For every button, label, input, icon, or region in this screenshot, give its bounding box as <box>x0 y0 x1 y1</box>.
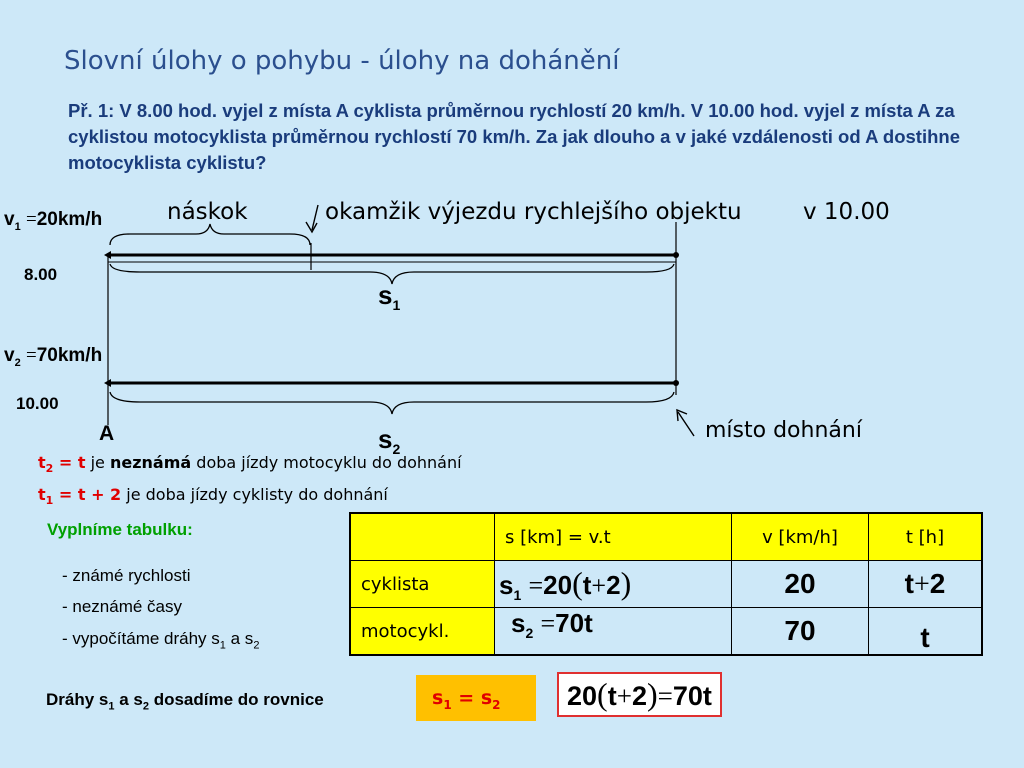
misto-label: místo dohnání <box>705 418 862 443</box>
instruction-item: - vypočítáme dráhy $s_1$ a $s_2$ <box>62 629 260 652</box>
instruction-item: - neznámé časy <box>62 597 182 616</box>
v2-label: $v_2 =70km/h$ <box>4 345 103 369</box>
s2-label: $s_2$ <box>378 424 401 458</box>
v2-value: 70 <box>732 608 869 656</box>
t1-value: t+2 <box>869 561 983 608</box>
table-row <box>350 561 982 608</box>
row-label-cyklista: cyklista <box>350 561 495 608</box>
okamzik-time: v 10.00 <box>803 199 890 225</box>
s1-label: $s_1$ <box>378 280 401 314</box>
table-header-cell: s [km] = v.t <box>495 513 732 561</box>
equality-box: $s_1 = s_2$ <box>416 675 536 721</box>
s2-formula: $s_2 =70t$ <box>495 608 732 656</box>
v1-value: 20 <box>732 561 869 608</box>
data-table <box>349 512 983 656</box>
problem-text: Př. 1: V 8.00 hod. vyjel z místa A cyklista průměrnou rychlostí 20 km/h. V 10.00 hod. vyjel z místa A za cyklistou motocyklista průměrnou rychlostí 70 km/h. Za jak dlouho a v jaké vzdálenosti od A dostihne motocyklista cyklistu? <box>68 100 960 173</box>
table-header-cell: t [h] <box>869 513 983 561</box>
table-header-cell <box>350 513 495 561</box>
instructions-heading: Vyplníme tabulku: <box>47 520 193 539</box>
table-header-cell: v [km/h] <box>732 513 869 561</box>
naskok-label: náskok <box>167 199 248 225</box>
point-a-label: A <box>99 422 115 445</box>
note-t1: $t_1 = t + 2$ je doba jízdy cyklisty do dohnání <box>38 485 388 508</box>
page-title: Slovní úlohy o pohybu - úlohy na dohánění <box>64 46 620 76</box>
note-t2: $t_2 = t$ je neznámá doba jízdy motocyklu do dohnání <box>38 453 462 476</box>
bottom-text: Dráhy $s_1$ a $s_2$ dosadíme do rovnice <box>46 690 324 713</box>
time2-label: 10.00 <box>16 394 59 413</box>
okamzik-label: okamžik výjezdu rychlejšího objektu <box>325 199 742 225</box>
table-row <box>350 608 982 656</box>
time1-label: 8.00 <box>24 265 58 284</box>
t2-value: t <box>869 608 983 656</box>
catch-arrow <box>678 412 694 436</box>
s2-brace <box>110 392 674 414</box>
final-equation: 20(t+2)=70t <box>557 672 722 717</box>
s1-formula: $s_1 =20(t+2)$ <box>495 561 732 608</box>
table-header-row <box>350 513 982 561</box>
row-label-motocykl: motocykl. <box>350 608 495 656</box>
naskok-brace <box>110 224 310 245</box>
instruction-item: - známé rychlosti <box>62 566 191 585</box>
v1-label: $v_1 =20km/h$ <box>4 209 103 233</box>
